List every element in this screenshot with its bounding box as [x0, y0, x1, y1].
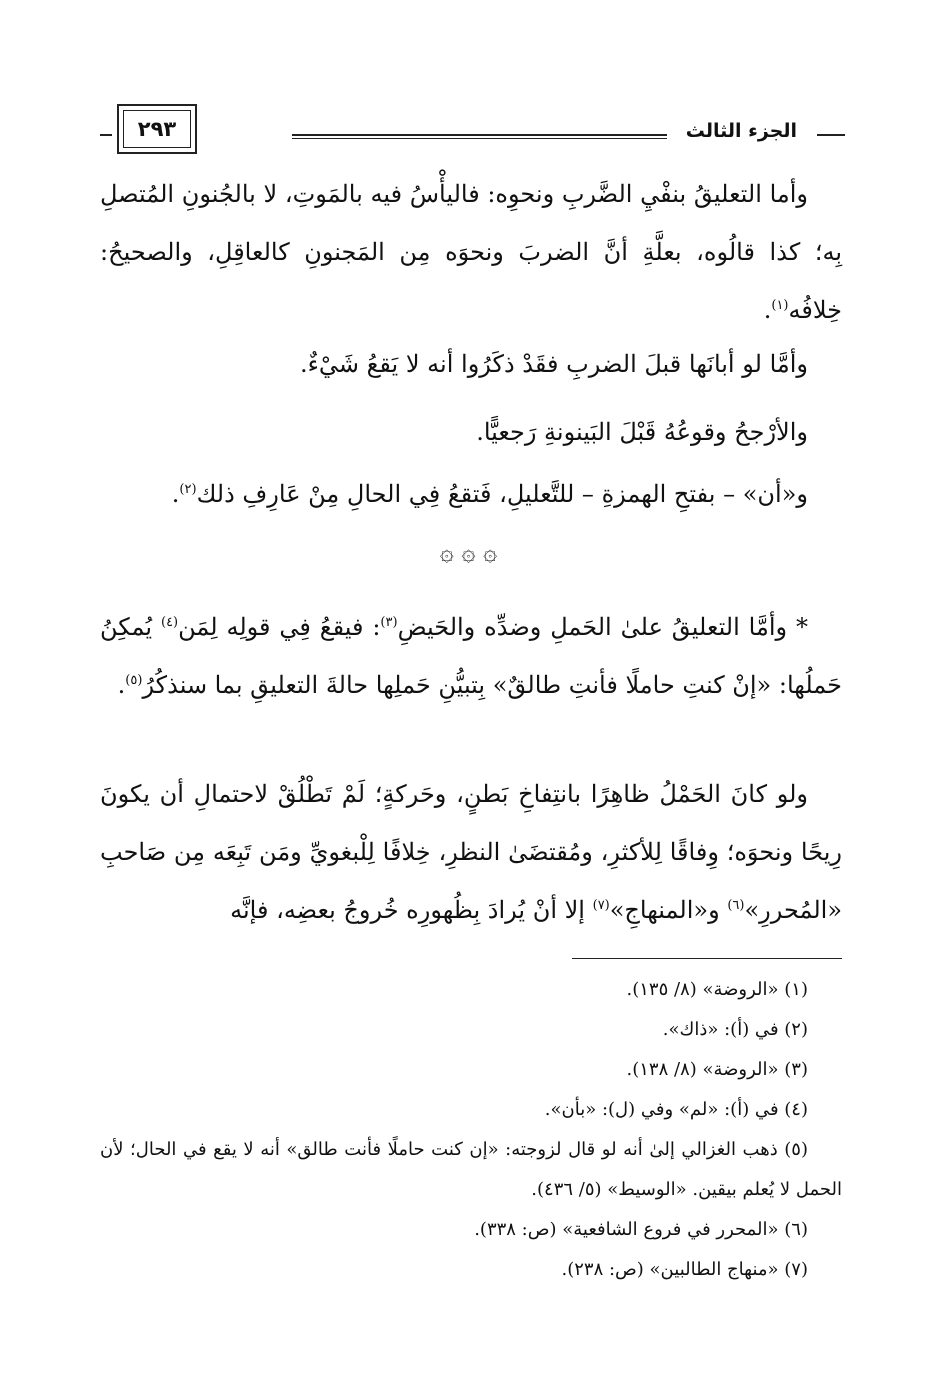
paragraph-text: .	[117, 671, 126, 699]
paragraph	[100, 403, 842, 461]
footnote-ref[interactable]: (٧)	[592, 898, 610, 913]
paragraph-text: وأمَّا لو أبانَها قبلَ الضربِ فقَدْ ذكَرُوا أنه لا يَقعُ شَيْءٌ.	[299, 350, 808, 378]
paragraph-text: و«المنهاجِ»	[609, 896, 728, 924]
footnote-item: (٦) «المحرر في فروع الشافعية» (ص: ٣٣٨).	[474, 1219, 808, 1240]
paragraph	[100, 765, 842, 939]
header-rule	[817, 134, 845, 136]
paragraph	[100, 598, 842, 714]
paragraph-text: إلا أنْ يُرادَ بِظُهورِه خُروجُ بعضِه، فإنَّه	[230, 896, 593, 924]
page-number: ٢٩٣	[123, 110, 191, 148]
footnote-item: (١) «الروضة» (٨/ ١٣٥).	[626, 979, 808, 1000]
paragraph	[100, 465, 842, 523]
section-ornament: ۞ ۞ ۞	[439, 538, 498, 566]
header-rule	[100, 134, 112, 136]
paragraph-text: ولو كانَ الحَمْلُ ظاهِرًا بانتِفاخِ بَطنٍ، وحَركةٍ؛ لَمْ تَطْلُقْ لاحتمالِ أن يكونَ رِيحًا ونحوَه؛ وِفاقًا لِلأكثرِ، ومُقتضَىٰ النظرِ، خِلافًا لِلْبغويِّ ومَن تَبِعَه مِن صَاحبِ «المُحررِ»	[100, 780, 842, 924]
paragraph-text: وأما التعليقُ بنفْيِ الضَّربِ ونحوِه: فاليأْسُ فيه بالمَوتِ، لا بالجُنونِ المُتصلِ بِه؛ كذا قالُوه، بعلَّةِ أنَّ الضربَ ونحوَه مِن المَجنونِ كالعاقِلِ، والصحيحُ: خِلافُه	[100, 180, 842, 324]
footnotes	[100, 970, 842, 1290]
footnote-ref[interactable]: (٢)	[179, 482, 197, 497]
footnote-ref[interactable]: (١)	[771, 298, 789, 313]
footnote-item: (٣) «الروضة» (٨/ ١٣٨).	[626, 1059, 808, 1080]
page-number-box	[117, 104, 197, 154]
footnote-separator	[572, 958, 842, 959]
header-title: الجزء الثالث	[685, 120, 797, 142]
footnote-item: (٢) في (أ): «ذاك».	[662, 1019, 808, 1040]
footnote-ref[interactable]: (٣)	[380, 615, 398, 630]
paragraph-text: يُمكِنُ حَملُها: «إنْ كنتِ حاملًا فأنتِ طالقٌ» بِتبيُّنِ حَملِها حالةَ التعليقِ بما سنذكُرُ	[100, 613, 842, 699]
paragraph-text: .	[171, 480, 180, 508]
paragraph-text: والأرْجحُ وقوعُهُ قَبْلَ البَينونةِ رَجعيًّا.	[476, 418, 808, 446]
running-header	[100, 104, 845, 160]
paragraph-text: .	[763, 296, 772, 324]
header-rule	[292, 138, 667, 139]
paragraph-text: * وأمَّا التعليقُ علىٰ الحَملِ وضدِّه والحَيضِ	[397, 613, 809, 641]
footnote-ref[interactable]: (٦)	[727, 898, 745, 913]
paragraph	[100, 165, 842, 339]
footnote-item: (٤) في (أ): «لم» وفي (ل): «بأن».	[544, 1099, 808, 1120]
footnote-item: (٧) «منهاج الطالبين» (ص: ٢٣٨).	[561, 1259, 808, 1280]
paragraph-text: : فيقعُ فِي قولِه لِمَن	[178, 613, 381, 641]
header-rule	[292, 134, 667, 136]
footnote-item: (٥) ذهب الغزالي إلىٰ أنه لو قال لزوجته: «إن كنت حاملًا فأنت طالق» أنه لا يقع في الحال؛ لأن الحمل لا يُعلم بيقين. «الوسيط» (٥/ ٤٣٦).	[100, 1139, 842, 1200]
paragraph-text: و«أن» – بفتحِ الهمزةِ – للتَّعليلِ، فَتقعُ فِي الحالِ مِنْ عَارِفِ ذلك	[196, 480, 808, 508]
footnote-ref[interactable]: (٥)	[125, 673, 143, 688]
footnote-ref[interactable]: (٤)	[160, 615, 179, 630]
paragraph	[100, 335, 842, 393]
